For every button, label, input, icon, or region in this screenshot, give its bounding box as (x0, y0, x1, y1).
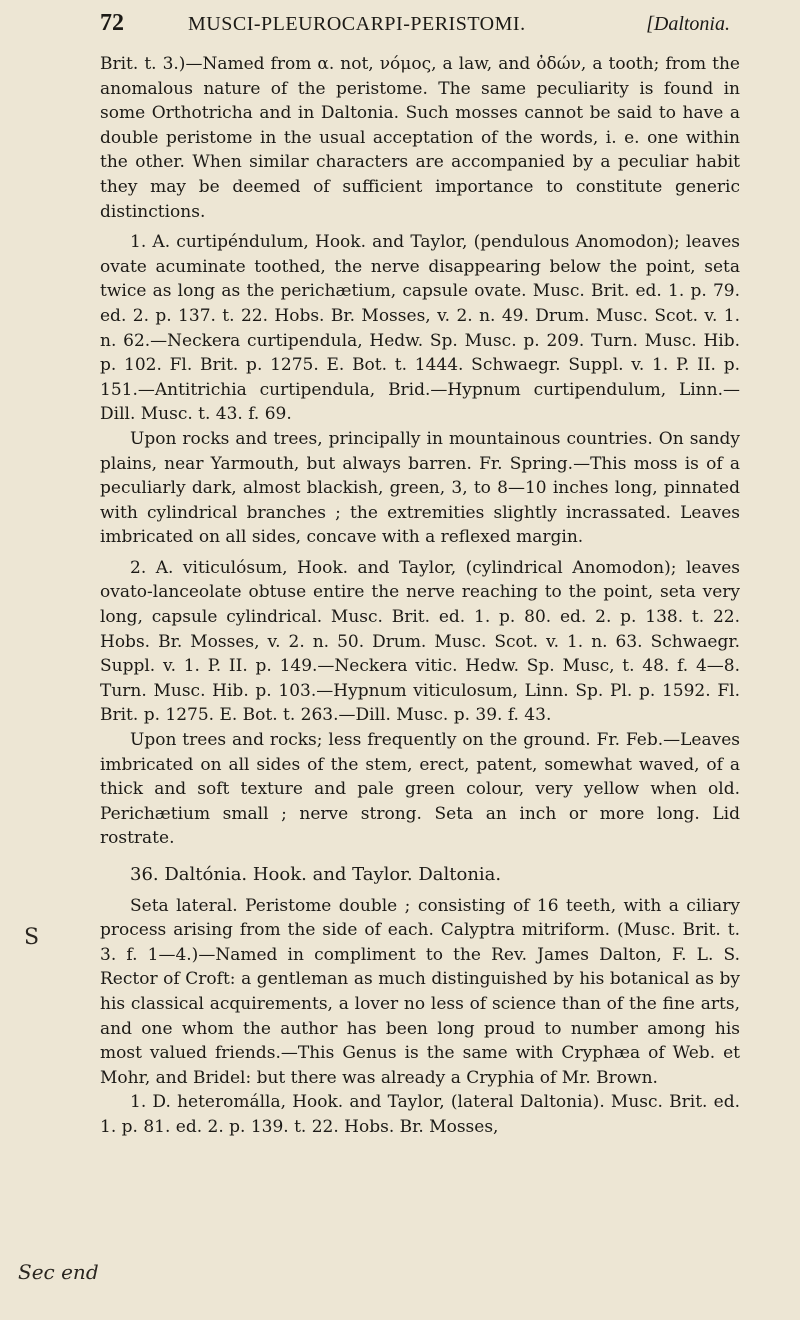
pencil-mark: S (24, 925, 40, 950)
species-3-description: 1. D. heteromálla, Hook. and Taylor, (lateral Daltonia). Musc. Brit. ed. 1. p. 81. ed. 2. p. 139. t. 22. Hobs. Br. Mosses, (100, 1092, 740, 1137)
species-2-description: 2. A. viticulósum, Hook. and Taylor, (cylindrical Anomodon); leaves ovato-lanceolate obtuse entire the nerve reaching to the point, seta very long, capsule cylindrical. Musc. Brit. ed. 1. p. 80. ed. 2. p. 138. t. 22. Hobs. Br. Mosses, v. 2. n. 50. Drum. Musc. Scot. v. 1. n. 63. Schwaegr. Suppl. v. 1. P. II. p. 149.—Neckera vitic. Hedw. Sp. Musc, t. 48. f. 4—8. Turn. Musc. Hib. p. 103.—Hypnum viticulosum, Linn. Sp. Pl. p. 1592. Fl. Brit. p. 1275. E. Bot. t. 263.—Dill. Musc. p. 39. f. 43. (100, 557, 740, 726)
handwritten-margin-note: Sec end (18, 1260, 99, 1284)
running-title: MUSCI-PLEUROCARPI-PERISTOMI. (188, 13, 526, 35)
page-number: 72 (100, 10, 124, 36)
species-1-description: 1. A. curtipéndulum, Hook. and Taylor, (pendulous Anomodon); leaves ovate acuminate toothed, the nerve disappearing below the point, seta twice as long as the perichætium, capsule ovate. Musc. Brit. ed. 1. p. 79. ed. 2. p. 137. t. 22. Hobs. Br. Mosses, v. 2. n. 49. Drum. Musc. Scot. v. 1. n. 62.—Neckera curtipendula, Hedw. Sp. Musc. p. 209. Turn. Musc. Hib. p. 102. Fl. Brit. p. 1275. E. Bot. t. 1444. Schwaegr. Suppl. v. 1. P. II. p. 151.—Antitrichia curtipendula, Brid.—Hypnum curtipendulum, Linn.—Dill. Musc. t. 43. f. 69. (100, 232, 740, 425)
genus-heading: 36. Daltónia. Hook. and Taylor. Daltonia. (130, 864, 502, 885)
species-2-habitat: Upon trees and rocks; less frequently on the ground. Fr. Feb.—Leaves imbricated on all sides of the stem, erect, patent, somewhat waved, of a thick and soft texture and pale green colour, very yellow when old. Perichætium small ; nerve strong. Seta an inch or more long. Lid rostrate. (100, 730, 740, 849)
species-1-habitat: Upon rocks and trees, principally in mountainous countries. On sandy plains, near Yarmouth, but always barren. Fr. Spring.—This moss is of a peculiarly dark, almost blackish, green, 3, to 8—10 inches long, pinnated with cylindrical branches ; the extremities slightly incrassated. Leaves imbricated on all sides, concave with a reflexed margin. (100, 428, 740, 548)
genus-title: [Daltonia. (646, 13, 730, 35)
page-body (100, 52, 740, 1140)
page-header (100, 10, 730, 40)
genus-description: Seta lateral. Peristome double ; consisting of 16 teeth, with a ciliary process arising from the side of each. Calyptra mitriform. (Musc. Brit. t. 3. f. 1—4.)—Named in compliment to the Rev. James Dalton, F. L. S. Rector of Croft: a gentleman as much distinguished by his botanical as by his classical acquirements, a lover no less of science than of the fine arts, and one whom the author has been long proud to number among his most valued friends.—This Genus is the same with Cryphæa of Web. et Mohr, and Bridel: but there was already a Cryphia of Mr. Brown. (100, 895, 740, 1088)
intro-paragraph: Brit. t. 3.)—Named from α. not, νόμος, a law, and ὀδών, a tooth; from the anomalous nature of the peristome. The same peculiarity is found in some Orthotricha and in Daltonia. Such mosses cannot be said to have a double peristome in the usual acceptation of the words, i. e. one within the other. When similar characters are accompanied by a peculiar habit they may be deemed of sufficient importance to constitute generic distinctions. (100, 54, 740, 222)
